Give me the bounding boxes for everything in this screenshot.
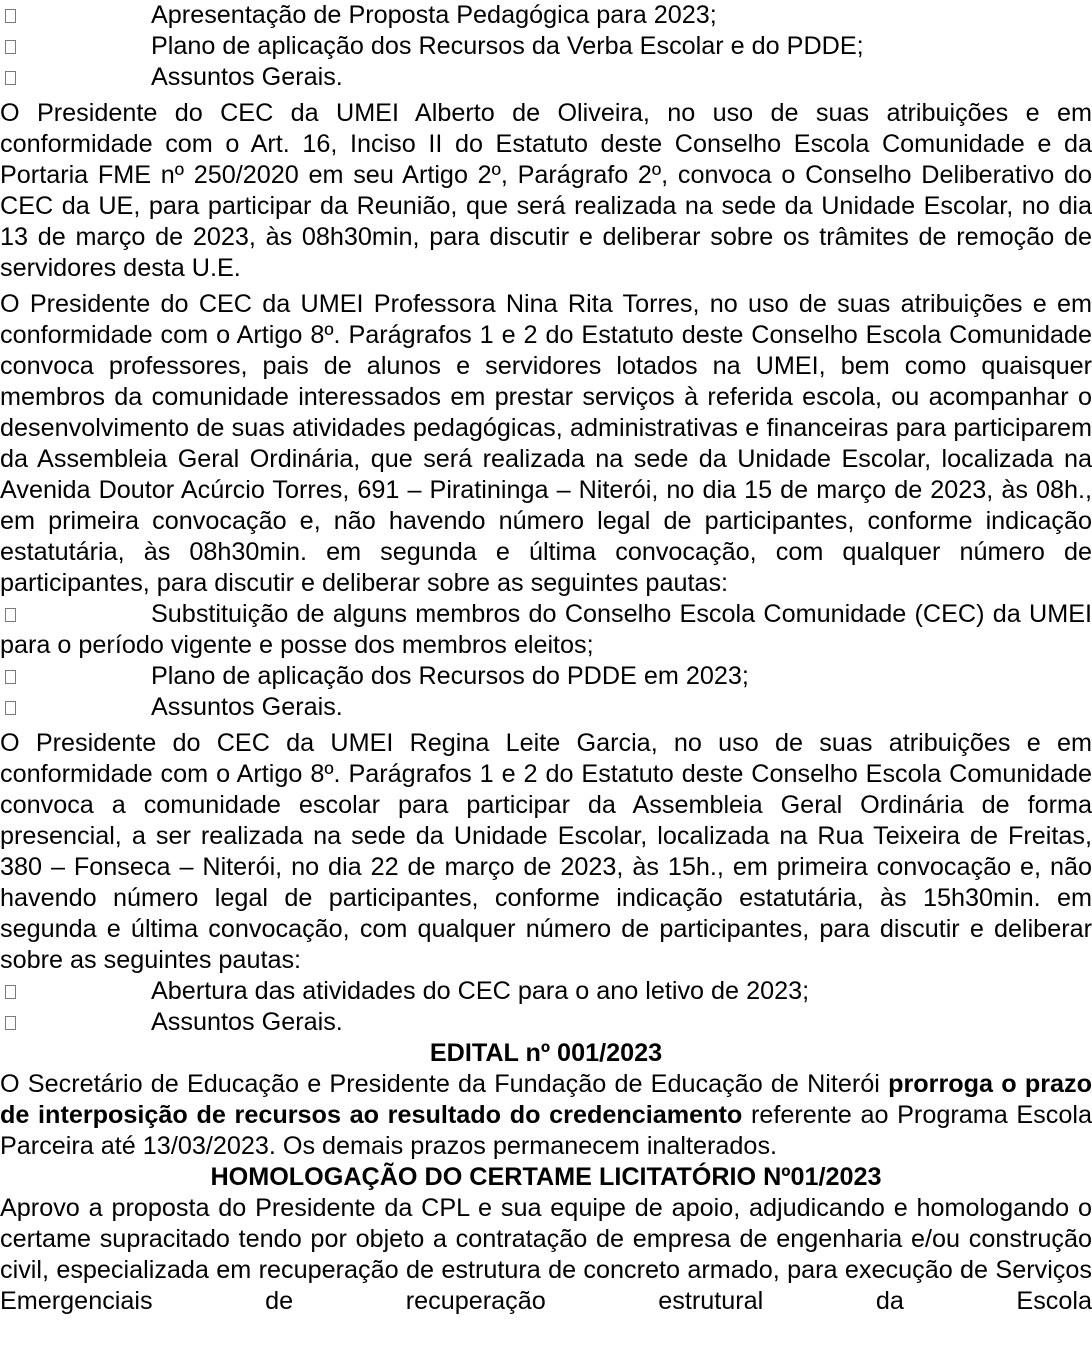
- bullet-box-icon: [5, 701, 16, 715]
- bullet-box-icon: [5, 1016, 16, 1030]
- agenda-item: Apresentação de Proposta Pedagógica para 2023;: [0, 0, 1092, 31]
- bullet-box-icon: [5, 985, 16, 999]
- edital-title: EDITAL nº 001/2023: [429, 1039, 663, 1067]
- convocation-nina-rita-torres: O Presidente do CEC da UMEI Professora Nina Rita Torres, no uso de suas atribuições e em conformidade com o Artigo 8º. Parágrafos 1 e 2 do Estatuto deste Conselho Escola Comunidade convoca professores, pais de alunos e servidores lotados na UMEI, bem como quaisquer membros da comunidade interessados em prestar serviços à referida escola, ou acompanhar o desenvolvimento de suas atividades pedagógicas, administrativas e financeiras para participarem da Assembleia Geral Ordinária, que será realizada na sede da Unidade Escolar, localizada na Avenida Doutor Acúrcio Torres, 691 – Piratininga – Niterói, no dia 15 de março de 2023, às 08h., em primeira convocação e, não havendo número legal de participantes, conforme indicação estatutária, às 08h30min. em segunda e última convocação, com qualquer número de participantes, para discutir e deliberar sobre as seguintes pautas:: [0, 290, 1092, 597]
- homologacao-title: HOMOLOGAÇÃO DO CERTAME LICITATÓRIO Nº01/2023: [210, 1163, 882, 1191]
- agenda-item: Substituição de alguns membros do Conselho Escola Comunidade (CEC) da UMEI para o período vigente e posse dos membros eleitos;: [0, 600, 1092, 659]
- agenda-item: Assuntos Gerais.: [0, 1007, 1092, 1038]
- agenda-item: Abertura das atividades do CEC para o ano letivo de 2023;: [0, 976, 1092, 1007]
- bullet-box-icon: [5, 71, 16, 85]
- edital-text: O Secretário de Educação e Presidente da Fundação de Educação de Niterói prorroga o prazo de interposição de recursos ao resultado do credenciamento referente ao Programa Escola Parceira até 13/03/2023. Os demais prazos permanecem inalterados.: [0, 1070, 1092, 1160]
- convocation-regina-leite-garcia: O Presidente do CEC da UMEI Regina Leite Garcia, no uso de suas atribuições e em conformidade com o Artigo 8º. Parágrafos 1 e 2 do Estatuto deste Conselho Escola Comunidade convoca a comunidade escolar para participar da Assembleia Geral Ordinária de forma presencial, a ser realizada na sede da Unidade Escolar, localizada na Rua Teixeira de Freitas, 380 – Fonseca – Niterói, no dia 22 de março de 2023, às 15h., em primeira convocação e, não havendo número legal de participantes, conforme indicação estatutária, às 15h30min. em segunda e última convocação, com qualquer número de participantes, para discutir e deliberar sobre as seguintes pautas:: [0, 729, 1092, 974]
- bullet-box-icon: [5, 608, 16, 622]
- bullet-box-icon: [5, 670, 16, 684]
- agenda-item: Plano de aplicação dos Recursos do PDDE em 2023;: [0, 661, 1092, 692]
- bullet-box-icon: [5, 40, 16, 54]
- convocation-alberto-de-oliveira: O Presidente do CEC da UMEI Alberto de Oliveira, no uso de suas atribuições e em conformidade com o Art. 16, Inciso II do Estatuto deste Conselho Escola Comunidade e da Portaria FME nº 250/2020 em seu Artigo 2º, Parágrafo 2º, convoca o Conselho Deliberativo do CEC da UE, para participar da Reunião, que será realizada na sede da Unidade Escolar, no dia 13 de março de 2023, às 08h30min, para discutir e deliberar sobre os trâmites de remoção de servidores desta U.E.: [0, 99, 1092, 282]
- agenda-item: Assuntos Gerais.: [0, 62, 1092, 93]
- agenda-item: Assuntos Gerais.: [0, 692, 1092, 723]
- homologacao-text: Aprovo a proposta do Presidente da CPL e sua equipe de apoio, adjudicando e homologando o certame supracitado tendo por objeto a contratação de empresa de engenharia e/ou construção civil, especializada em recuperação de estrutura de concreto armado, para execução de Serviços Emergenciais de recuperação estrutural da Escola: [0, 1194, 1092, 1315]
- bullet-box-icon: [5, 9, 16, 23]
- agenda-item: Plano de aplicação dos Recursos da Verba Escolar e do PDDE;: [0, 31, 1092, 62]
